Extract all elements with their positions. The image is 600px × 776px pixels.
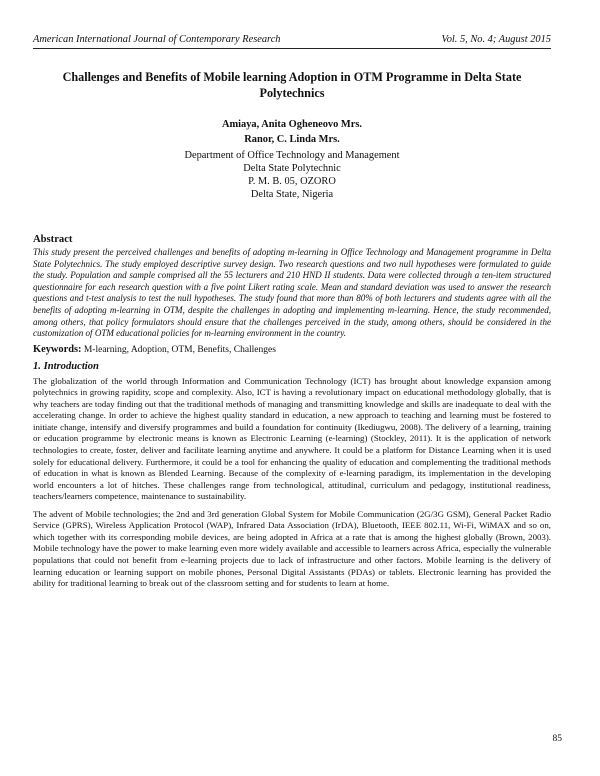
page [33,34,551,590]
affiliation [33,149,551,201]
affiliation-line: P. M. B. 05, OZORO [248,176,336,187]
keywords-value: M-learning, Adoption, OTM, Benefits, Challenges [83,344,276,355]
author-list [33,117,551,147]
running-header [33,34,551,46]
author-2: Ranor, C. Linda Mrs. [244,134,340,145]
header-rule [33,48,551,49]
abstract-text: This study present the perceived challenges and benefits of adopting m-learning in Office Technology and Management programme in Delta State Polytechnics. The study employed descriptive survey design. Two research questions and two null hypotheses were formulated to guide the study. Population and sample comprised all the 55 lecturers and 210 HND II students. Data were collected through a ten-item structured questionnaire for each research question with a five point Likert rating scale. Mean and standard deviation was used to answer the research questions and t-test analysis to test the null hypotheses. The study found that more than 80% of both lecturers and students agree with all the benefits of adopting m-learning in OTM, despite the challenges in adopting and implementing m-learning. Hence, the study recommended, among others, that policy formulators should ensure that the challenges perceived in the study, among others, should be considered in the customization of OTM educational policies for m-learning environment in the country. [33,247,551,339]
journal-name: American International Journal of Contemporary Research [33,34,281,45]
paper-title: Challenges and Benefits of Mobile learning Adoption in OTM Programme in Delta State Polytechnics [62,70,522,100]
affiliation-line: Delta State Polytechnic [243,163,341,174]
introduction-heading: 1. Introduction [33,360,99,372]
body-paragraph: The advent of Mobile technologies; the 2nd and 3rd generation Global System for Mobile Communication (2G/3G GSM), General Packet Radio Service (GPRS), Wireless Application Protocol (WAP), Infrared Data Association (IrDA), Bluetooth, IEEE 802.11, Wi-Fi, WiMAX and so on, which together with its corresponding mobile devices, are being adopted in Africa at a rate that is among the highest globally (Brown, 2003). Mobile technology have the power to make learning even more widely available and accessible to learners across Africa, especially the vulnerable populations that could not benefit from e-learning projects due to lack of infrastructure and other factors. Mobile learning is the delivery of learning education or learning support on mobile phones, Personal Digital Assistants (PDAs) or tablets. Electronic learning has provided the ability for traditional learning to break out of the classroom setting and for students to learn at home. [33,508,551,589]
author-1: Amiaya, Anita Ogheneovo Mrs. [222,119,362,130]
affiliation-line: Department of Office Technology and Management [184,150,400,161]
keywords-label: Keywords: [33,343,82,355]
page-number: 85 [552,734,562,744]
keywords [33,344,551,356]
issue-info: Vol. 5, No. 4; August 2015 [441,34,551,45]
body-paragraph: The globalization of the world through Information and Communication Technology (ICT) has brought about knowledge expansion among polytechnics in growing rapidity, scope and complexity. Also, ICT is having a revolutionary impact on educational methodology globally, that is why teachers are today finding out that the traditional methods of managing and transmitting knowledge and skills are inadequate to deal with the accelerating change. In order to achieve the highest quality standard in education, a new approach to teaching and learning must be fostered to initiate change, intensify and diversify programmes and build a foundation for continuity (Ikediugwu, 2008). The delivery of a learning, training or education programme by electronic means is known as Electronic Learning (e-learning) (Stockley, 2011). It is the application of network technologies to create, foster, deliver and facilitate learning anytime and anywhere. It could be a platform for Distance Learning when it is used solely for educational delivery. Furthermore, it could be a tool for enhancing the quality of education and complementing the traditional methods of education in what is known as Blended Learning. Because of the complexity of e-learning paradigm, its implementation in the developing world encounters a lot of hitches. These challenges range from technological, attitudinal, curriculum and pedagogy, institutional readiness, teachers/learners competence, maintenance to sustainability. [33,375,551,502]
abstract-heading: Abstract [33,234,73,245]
affiliation-line: Delta State, Nigeria [250,189,334,200]
